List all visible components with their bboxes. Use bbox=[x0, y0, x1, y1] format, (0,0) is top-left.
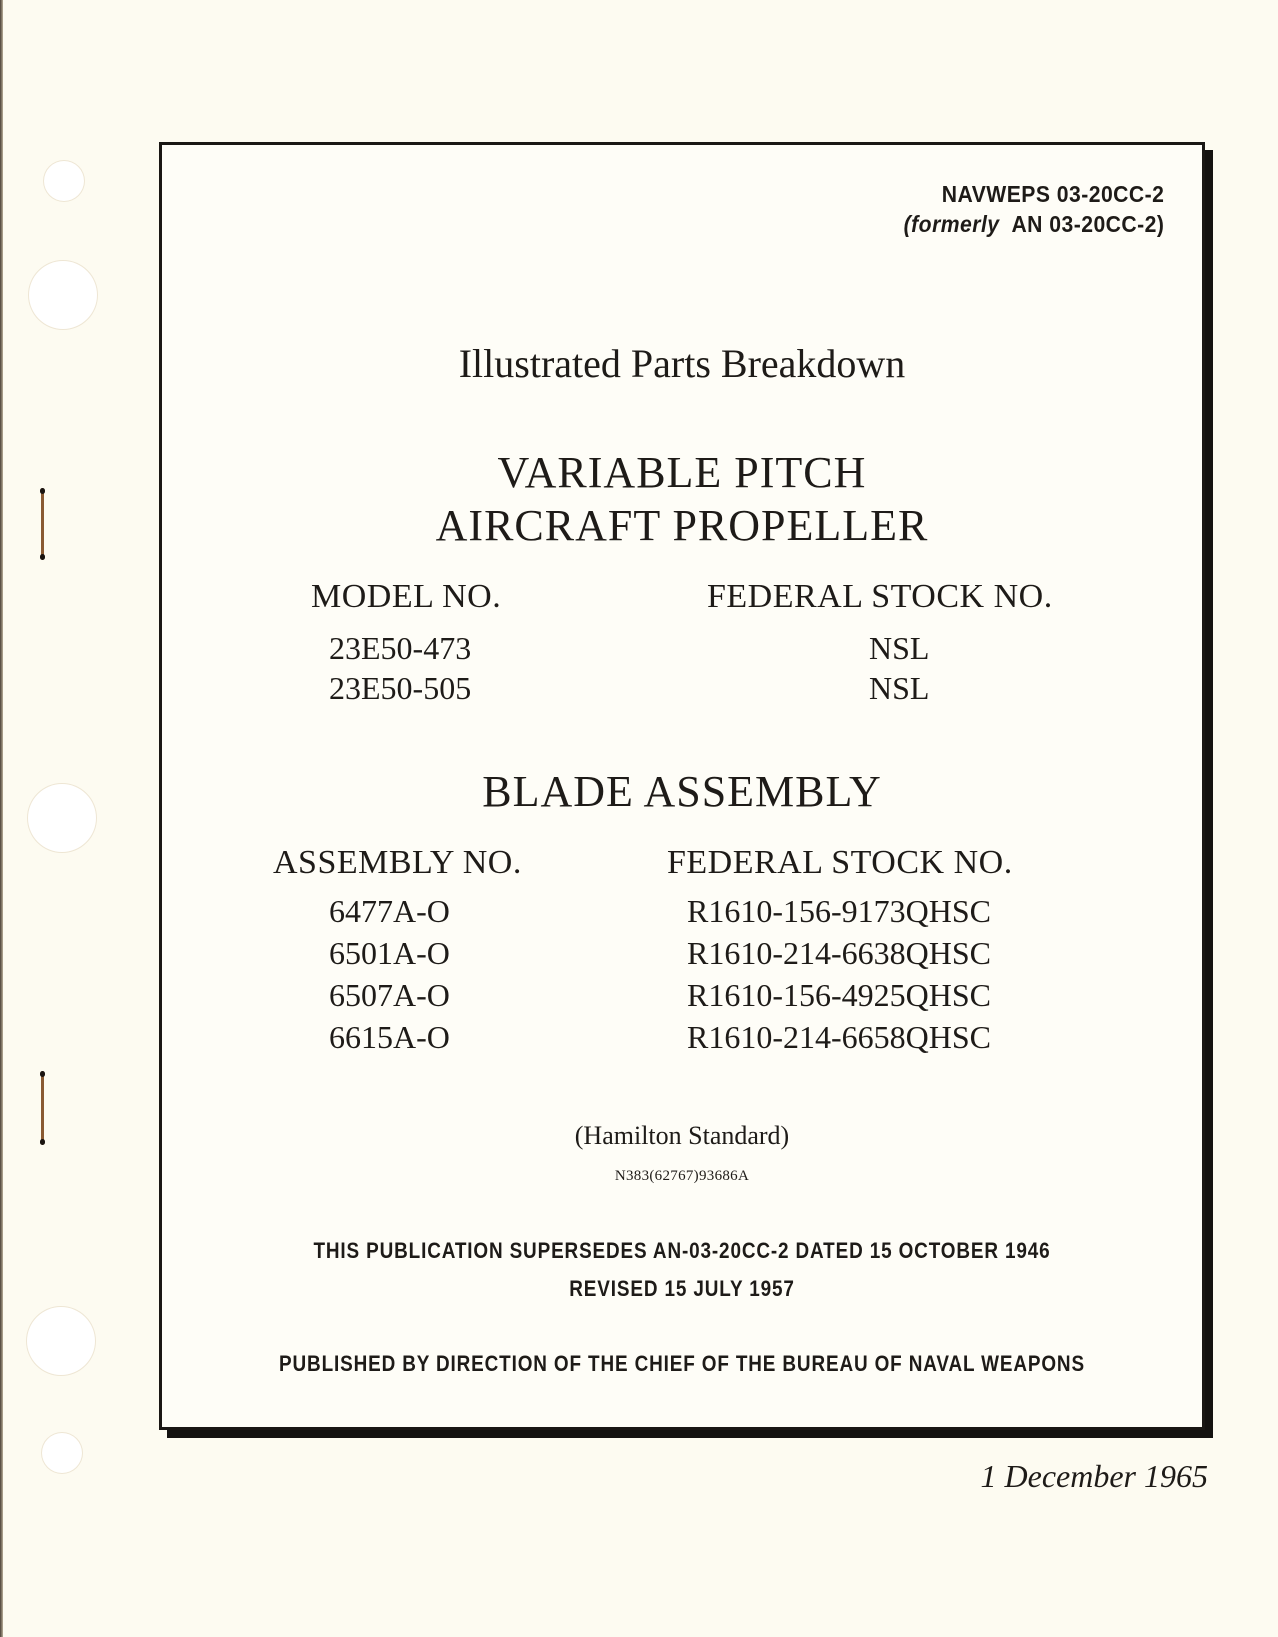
model-no-header: MODEL NO. bbox=[311, 578, 502, 615]
model-no-cell: 23E50-473 bbox=[329, 630, 472, 666]
blade-stock-no-cell: R1610-156-9173QHSC bbox=[687, 893, 992, 929]
page-edge bbox=[0, 0, 3, 1637]
blade-stock-no-cell: R1610-214-6638QHSC bbox=[687, 935, 992, 971]
punch-hole-small-bottom bbox=[42, 1433, 82, 1473]
propeller-stock-no-header: FEDERAL STOCK NO. bbox=[707, 578, 1053, 615]
assembly-no-cell: 6615A-O bbox=[329, 1019, 450, 1055]
punch-hole-large-1 bbox=[29, 261, 97, 329]
supersedes-notice: THIS PUBLICATION SUPERSEDES AN-03-20CC-2 DATED 15 OCTOBER 1946 bbox=[313, 1238, 1051, 1263]
publication-date: 1 December 1965 bbox=[980, 1458, 1208, 1494]
assembly-no-header: ASSEMBLY NO. bbox=[273, 844, 522, 881]
propeller-stock-no-cell: NSL bbox=[869, 630, 930, 666]
title-page-frame bbox=[159, 142, 1205, 1430]
staple-mark-bottom bbox=[41, 1071, 44, 1145]
assembly-no-cell: 6477A-O bbox=[329, 893, 450, 929]
publication-number-block bbox=[903, 179, 1164, 239]
assembly-no-cell: 6501A-O bbox=[329, 935, 450, 971]
punch-hole-small-top bbox=[44, 161, 84, 201]
contract-code: N383(62767)93686A bbox=[614, 1168, 750, 1184]
publisher-notice: PUBLISHED BY DIRECTION OF THE CHIEF OF THE BUREAU OF NAVAL WEAPONS bbox=[279, 1351, 1085, 1376]
former-number-value: AN 03-20CC-2) bbox=[1011, 211, 1164, 237]
revision-notice: REVISED 15 JULY 1957 bbox=[569, 1276, 795, 1301]
subject-line-1: VARIABLE PITCH bbox=[497, 448, 867, 497]
document-title: Illustrated Parts Breakdown bbox=[458, 341, 906, 386]
manufacturer-name: (Hamilton Standard) bbox=[574, 1121, 790, 1150]
staple-mark-top bbox=[41, 488, 44, 560]
subject-line-2: AIRCRAFT PROPELLER bbox=[435, 501, 929, 550]
assembly-no-cell: 6507A-O bbox=[329, 977, 450, 1013]
former-number bbox=[903, 209, 1164, 239]
publication-number: NAVWEPS 03-20CC-2 bbox=[941, 181, 1164, 207]
blade-stock-no-cell: R1610-156-4925QHSC bbox=[687, 977, 992, 1013]
formerly-label: (formerly bbox=[903, 211, 1000, 237]
model-no-cell: 23E50-505 bbox=[329, 670, 472, 706]
blade-assembly-heading: BLADE ASSEMBLY bbox=[482, 767, 882, 816]
blade-stock-no-cell: R1610-214-6658QHSC bbox=[687, 1019, 992, 1055]
propeller-stock-no-cell: NSL bbox=[869, 670, 930, 706]
blade-stock-no-header: FEDERAL STOCK NO. bbox=[667, 844, 1013, 881]
punch-hole-large-2 bbox=[28, 784, 96, 852]
punch-hole-large-3 bbox=[27, 1307, 95, 1375]
